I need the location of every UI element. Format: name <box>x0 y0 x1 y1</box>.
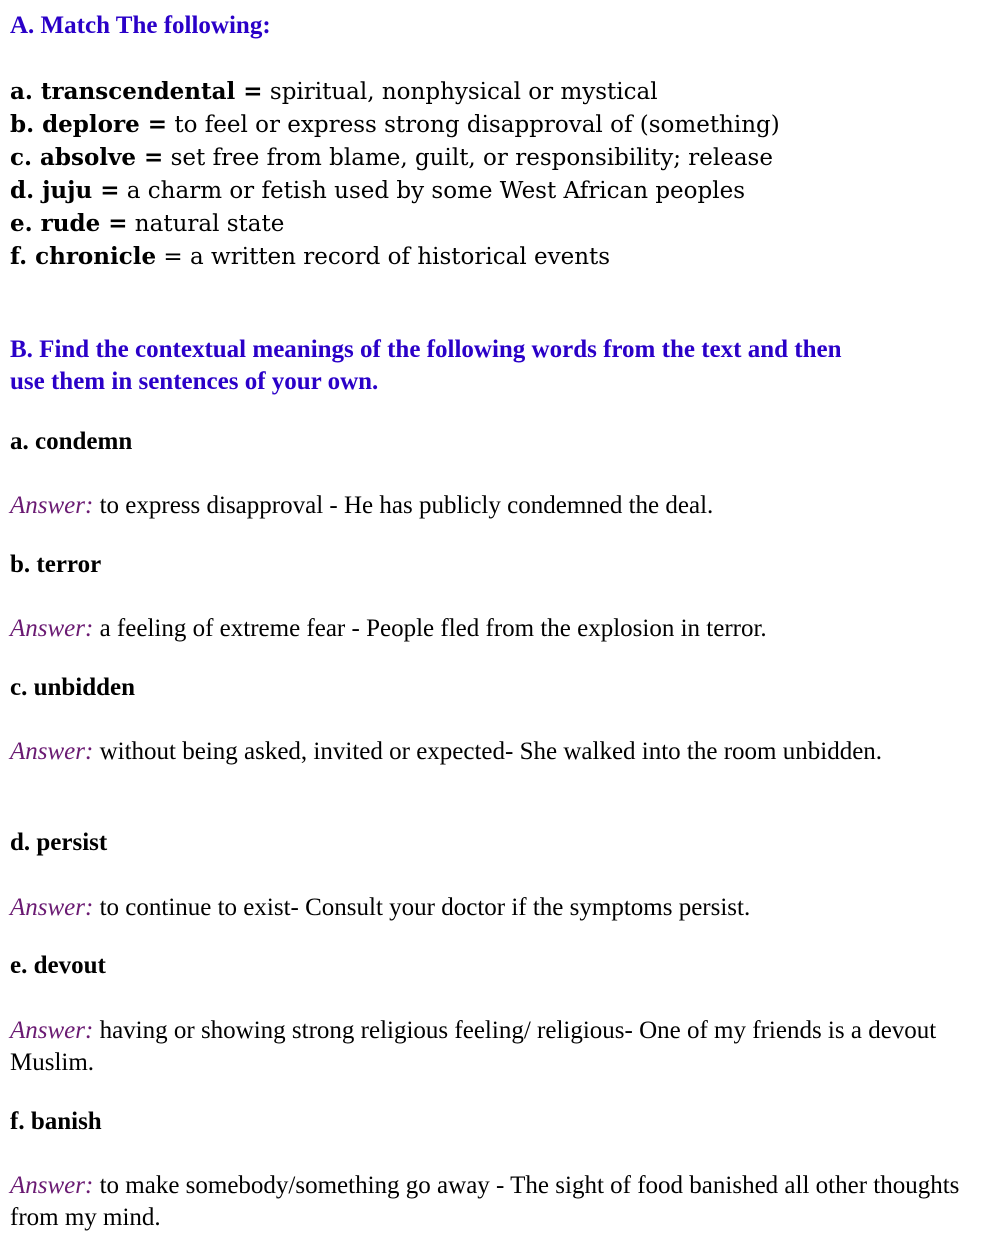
match-definition: a written record of historical events <box>190 244 611 270</box>
answer-text: without being asked, invited or expected- She walked into the room unbidden. <box>99 738 883 765</box>
match-term: b. deplore = <box>10 111 168 138</box>
match-definition: spiritual, nonphysical or mystical <box>269 79 658 105</box>
vocab-word: d. persist <box>10 829 108 856</box>
match-definition: to feel or express strong disapproval of (something) <box>174 112 780 138</box>
answer-label: Answer: <box>10 1017 94 1044</box>
answer-text: to continue to exist- Consult your doctor if the symptoms persist. <box>99 894 751 921</box>
match-term: e. rude = <box>10 210 128 237</box>
match-term: d. juju = <box>10 177 120 204</box>
match-item <box>10 108 780 142</box>
answer-label: Answer: <box>10 738 94 765</box>
match-item <box>10 174 745 208</box>
match-item <box>10 207 284 241</box>
match-definition: a charm or fetish used by some West African peoples <box>126 178 745 204</box>
answer <box>10 1015 985 1079</box>
match-definition: set free from blame, guilt, or responsibility; release <box>170 145 773 171</box>
match-equals: = <box>156 244 191 270</box>
answer-text: a feeling of extreme fear - People fled from the explosion in terror. <box>99 615 767 642</box>
section-b-heading-line2: use them in sentences of your own. <box>10 368 379 395</box>
vocab-word: c. unbidden <box>10 674 136 701</box>
match-item <box>10 141 773 175</box>
answer-label: Answer: <box>10 615 94 642</box>
vocab-word: f. banish <box>10 1108 102 1135</box>
match-term: a. transcendental = <box>10 78 263 105</box>
vocab-word: a. condemn <box>10 428 133 455</box>
vocab-word: e. devout <box>10 952 106 979</box>
answer <box>10 490 985 522</box>
answer-label: Answer: <box>10 894 94 921</box>
match-definition: natural state <box>134 211 285 237</box>
answer-label: Answer: <box>10 1172 94 1199</box>
answer <box>10 613 985 645</box>
match-term: f. chronicle <box>10 243 157 270</box>
answer <box>10 892 985 924</box>
section-b-heading <box>10 334 841 398</box>
answer-text: having or showing strong religious feeling/ religious- One of my friends is a devout Muslim. <box>10 1017 937 1076</box>
answer-text: to make somebody/something go away - The sight of food banished all other thoughts from my mind. <box>10 1172 960 1231</box>
vocab-word: b. terror <box>10 551 102 578</box>
section-b-heading-line1: B. Find the contextual meanings of the following words from the text and then <box>10 336 842 363</box>
match-item <box>10 240 610 274</box>
match-term: c. absolve = <box>10 144 164 171</box>
section-a-heading: A. Match The following: <box>10 12 271 39</box>
answer-label: Answer: <box>10 492 94 519</box>
answer <box>10 736 985 768</box>
answer <box>10 1170 985 1234</box>
answer-text: to express disapproval - He has publicly condemned the deal. <box>99 492 714 519</box>
match-item <box>10 75 658 109</box>
